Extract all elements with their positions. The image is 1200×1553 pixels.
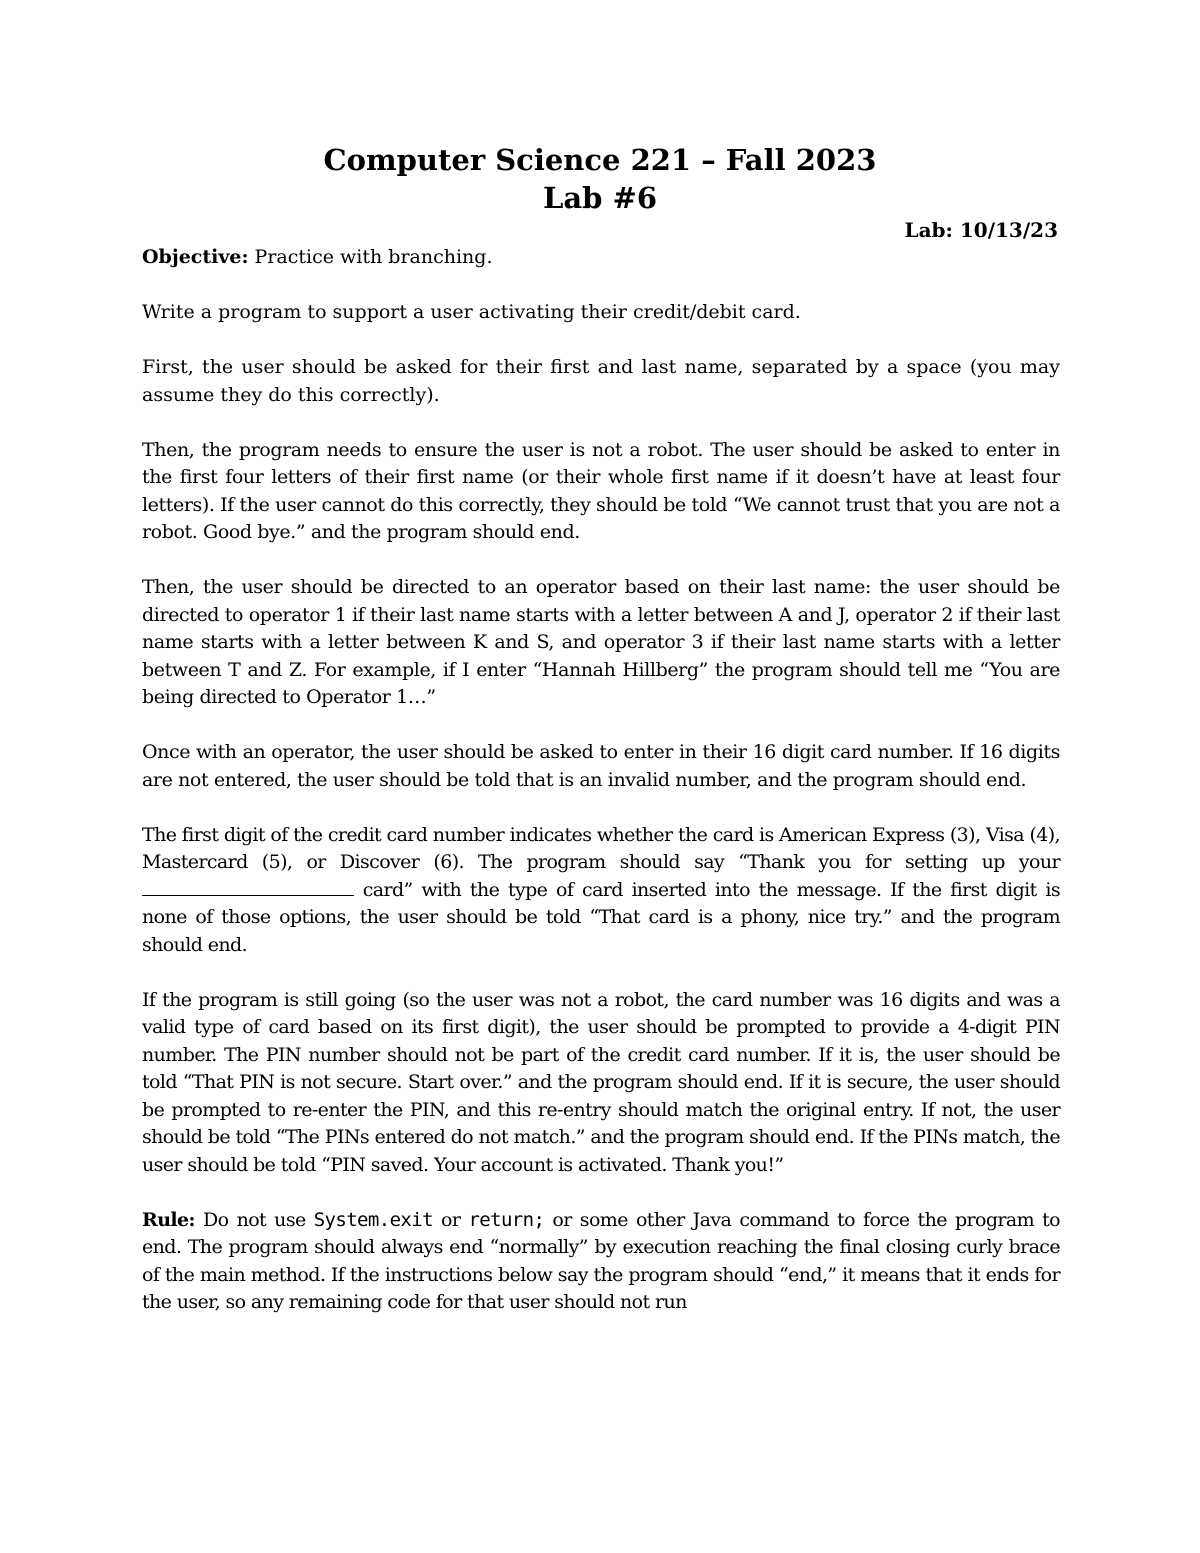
name-paragraph: First, the user should be asked for their first and last name, separated by a space (you may assume they do this correctly). [142,356,1060,406]
rule-text-2: or [432,1208,469,1231]
card-number-paragraph: Once with an operator, the user should be asked to enter in their 16 digit card number. If 16 digits are not entered, the user should be told that is an invalid number, and the program should end. [142,741,1060,791]
lab-date: Lab: 10/13/23 [904,218,1058,242]
objective-paragraph [142,244,1060,272]
course-title: Computer Science 221 – Fall 2023 [323,143,877,177]
rule-text-1: Do not use [194,1208,314,1231]
card-type-text-before: The first digit of the credit card number indicates whether the card is American Express (3), Visa (4), Mastercard (5), or Discover (6). The program should say “Thank you for setting up your [142,823,1060,873]
lab-title: Lab #6 [542,181,658,215]
pin-paragraph: If the program is still going (so the user was not a robot, the card number was 16 digits and was a valid type of card based on its first digit), the user should be prompted to provide a 4-digit PIN number. The PIN number should not be part of the credit card number. If it is, the user should be told “That PIN is not secure. Start over.” and the program should end. If it is secure, the user should be prompted to re-enter the PIN, and this re-entry should match the original entry. If not, the user should be told “The PINs entered do not match.” and the program should end. If the PINs match, the user should be told “PIN saved. Your account is activated. Thank you!” [142,988,1060,1176]
intro-paragraph: Write a program to support a user activating their credit/debit card. [142,301,801,323]
operator-paragraph: Then, the user should be directed to an operator based on their last name: the user should be directed to operator 1 if their last name starts with a letter between A and J, operator 2 if their last name starts with a letter between K and S, and operator 3 if their last name starts with a letter between T and Z. For example, if I enter “Hannah Hillberg” the program should tell me “You are being directed to Operator 1…” [142,576,1060,708]
objective-label: Objective: [142,246,249,268]
fill-in-blank [142,877,354,896]
rule-text-3: or some other Java command to force the program to end. The program should always end “normally” by execution reaching the final closing curly brace of the main method. If the instructions below say the program should “end,” it means that it ends for the user, so any remaining code for that user should not run [142,1208,1060,1313]
card-type-text-after: card” with the type of card inserted into the message. If the first digit is none of those options, the user should be told “That card is a phony, nice try.” and the program should end. [142,878,1060,956]
rule-paragraph [142,1207,1060,1317]
code-return: return; [468,1208,545,1231]
document-body [142,244,1060,1344]
rule-label: Rule: [142,1208,195,1231]
code-system-exit: System.exit [313,1208,433,1231]
objective-text: Practice with branching. [248,246,493,268]
card-type-paragraph [142,822,1060,960]
robot-check-paragraph: Then, the program needs to ensure the user is not a robot. The user should be asked to enter in the first four letters of their first name (or their whole first name if it doesn’t have at least four letters). If the user cannot do this correctly, they should be told “We cannot trust that you are not a robot. Good bye.” and the program should end. [142,438,1060,543]
